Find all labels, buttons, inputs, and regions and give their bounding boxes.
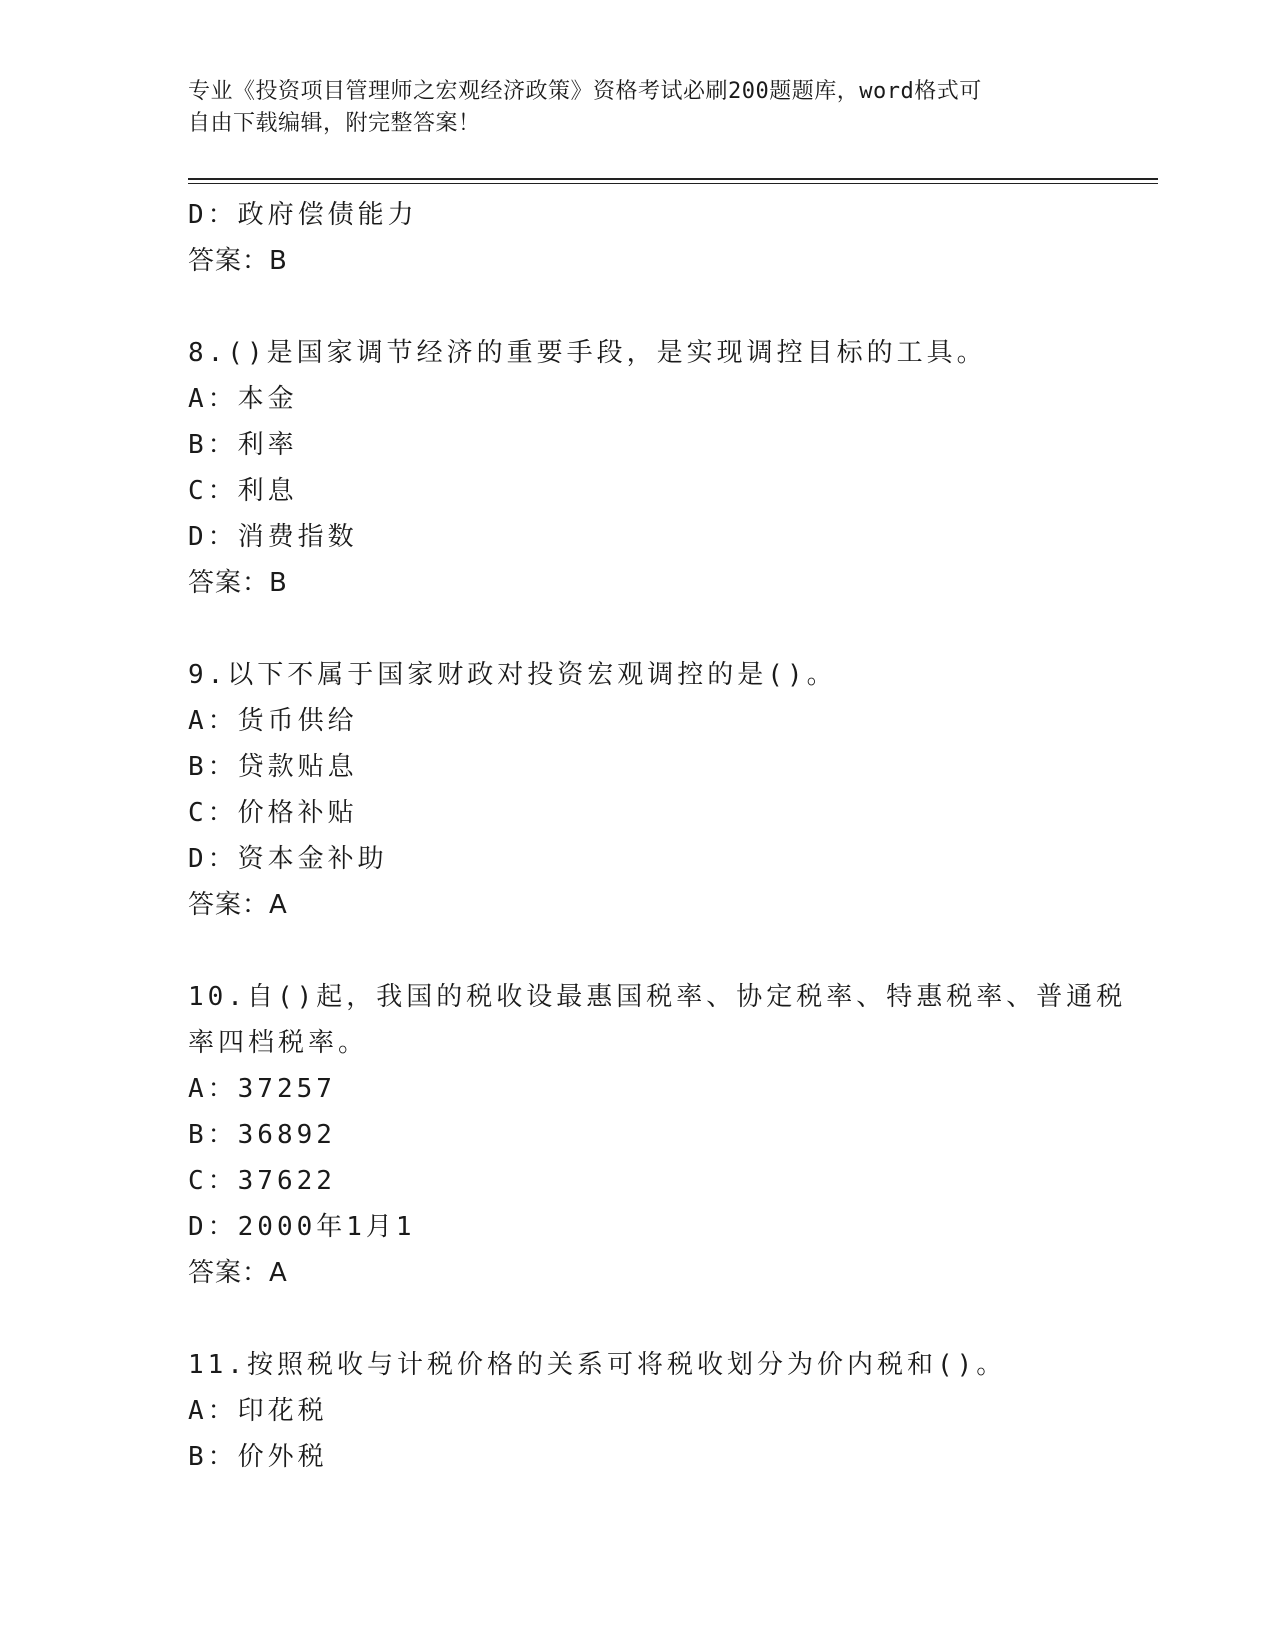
option-a: A：印花税	[188, 1396, 328, 1426]
option-d: D：消费指数	[188, 522, 358, 552]
header-divider-thin	[188, 183, 1158, 184]
spacer	[188, 1296, 1088, 1342]
question-9	[188, 652, 1088, 928]
option-b: B：利率	[188, 430, 298, 460]
question-11	[188, 1342, 1088, 1480]
option-b: B：贷款贴息	[188, 752, 358, 782]
option-d: D：资本金补助	[188, 844, 388, 874]
question-10	[188, 974, 1127, 1296]
document-header	[188, 76, 1068, 140]
option-a: A：货币供给	[188, 706, 358, 736]
question-stem-line-2: 率四档税率。	[188, 1028, 369, 1058]
question-stem: 11.按照税收与计税价格的关系可将税收划分为价内税和()。	[188, 1350, 1007, 1380]
option-b: B：价外税	[188, 1442, 328, 1472]
option-a: A：37257	[188, 1074, 336, 1104]
question-stem: 8.()是国家调节经济的重要手段，是实现调控目标的工具。	[188, 338, 987, 368]
previous-question-tail	[188, 192, 1088, 284]
answer-line: 答案：B	[188, 568, 288, 598]
option-c: C：价格补贴	[188, 798, 358, 828]
spacer	[188, 606, 1088, 652]
spacer	[188, 928, 1088, 974]
header-divider-thick	[188, 178, 1158, 180]
option-d: D：2000年1月1	[188, 1212, 416, 1242]
question-8	[188, 330, 1088, 606]
header-line-2: 自由下载编辑，附完整答案！	[188, 111, 481, 136]
option-c: C：37622	[188, 1166, 336, 1196]
answer-line: 答案：B	[188, 246, 288, 276]
header-line-1: 专业《投资项目管理师之宏观经济政策》资格考试必刷200题题库，word格式可	[188, 79, 982, 104]
question-stem-line-1: 10.自()起，我国的税收设最惠国税率、协定税率、特惠税率、普通税	[188, 982, 1127, 1012]
option-d: D：政府偿债能力	[188, 200, 418, 230]
spacer	[188, 284, 1088, 330]
answer-line: 答案：A	[188, 1258, 288, 1288]
answer-line: 答案：A	[188, 890, 288, 920]
question-list	[188, 192, 1127, 1480]
option-a: A：本金	[188, 384, 298, 414]
option-c: C：利息	[188, 476, 298, 506]
question-stem: 9.以下不属于国家财政对投资宏观调控的是()。	[188, 660, 837, 690]
option-b: B：36892	[188, 1120, 336, 1150]
